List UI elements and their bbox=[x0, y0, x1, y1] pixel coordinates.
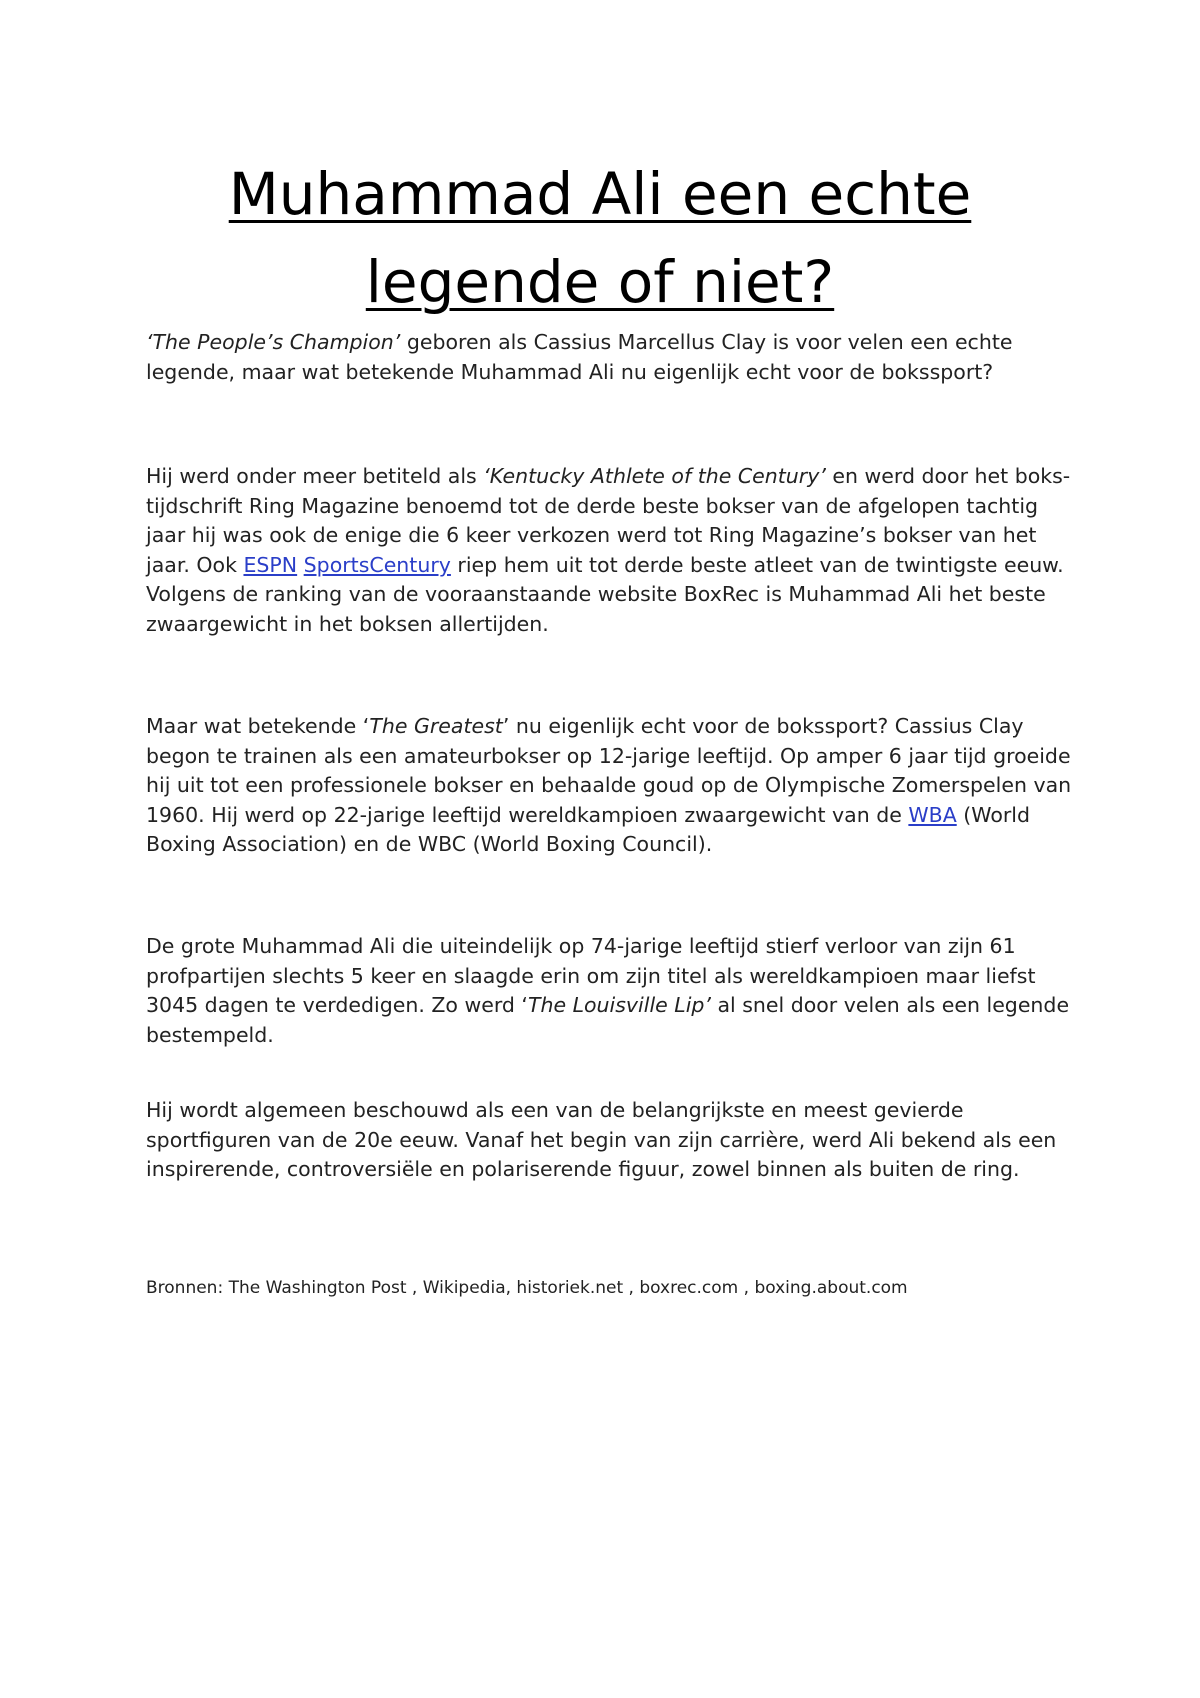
paragraph-text: en werd door het boks-tijdschrift Ring Magazine benoemd tot de derde beste bokser van de afgelopen tachtig jaar hij was ook de enige die 6 keer verkozen werd tot Ring Magazine’s bokser van het jaar. Ook bbox=[146, 464, 1071, 577]
wba-link[interactable]: WBA bbox=[908, 802, 957, 827]
paragraph-record bbox=[146, 932, 1076, 1050]
italic-nickname-peoples-champion: ‘The People’s Champion’ bbox=[146, 330, 401, 354]
espn-link[interactable]: ESPN bbox=[243, 552, 298, 577]
paragraph-titles bbox=[146, 462, 1076, 639]
italic-louisville-lip: The Louisville Lip’ bbox=[527, 993, 711, 1017]
paragraph-text: (World Boxing Association) en de WBC (World Boxing Council). bbox=[146, 802, 1030, 856]
paragraph-career bbox=[146, 712, 1076, 860]
paragraph-text: ’ nu eigenlijk echt voor de bokssport? Cassius Clay begon te trainen als een amateurbokser op 12-jarige leeftijd. Op amper 6 jaar tijd groeide hij uit tot een professionele bokser en behaalde goud op de Olympische Zomerspelen van 1960. Hij werd op 22-jarige leeftijd wereldkampioen zwaargewicht van de bbox=[146, 714, 1072, 827]
paragraph-text: De grote Muhammad Ali die uiteindelijk op 74-jarige leeftijd stierf verloor van zijn 61 profpartijen slechts 5 keer en slaagde erin om zijn titel als wereldkampioen maar liefst 3045 dagen te verdedigen. Zo werd ‘ bbox=[146, 934, 1036, 1017]
paragraph-text: geboren als Cassius Marcellus Clay is voor velen een echte legende, maar wat betekende Muhammad Ali nu eigenlijk echt voor de bokssport? bbox=[146, 330, 1013, 384]
italic-the-greatest: The Greatest bbox=[369, 714, 503, 738]
sportscentury-link[interactable]: SportsCentury bbox=[303, 552, 451, 577]
italic-kentucky-athlete: ‘Kentucky Athlete of the Century’ bbox=[483, 464, 826, 488]
paragraph-text: riep hem uit tot derde beste atleet van de twintigste eeuw. Volgens de ranking van de vooraanstaande website BoxRec is Muhammad Ali het beste zwaargewicht in het boksen allertijden. bbox=[146, 552, 1064, 636]
paragraph-text: Hij wordt algemeen beschouwd als een van de belangrijkste en meest gevierde sportfiguren van de 20e eeuw. Vanaf het begin van zijn carrière, werd Ali bekend als een inspirerende, controversiële en polariserende figuur, zowel binnen als buiten de ring. bbox=[146, 1098, 1057, 1181]
paragraph-intro bbox=[146, 328, 1076, 387]
page-title: Muhammad Ali een echte legende of niet? bbox=[228, 160, 972, 316]
paragraph-text: Maar wat betekende ‘ bbox=[146, 714, 370, 738]
paragraph-legacy bbox=[146, 1096, 1076, 1185]
paragraph-text: al snel door velen als een legende bestempeld. bbox=[146, 993, 1070, 1047]
sources-line: Bronnen: The Washington Post , Wikipedia, historiek.net , boxrec.com , boxing.about.com bbox=[146, 1278, 908, 1298]
paragraph-text: Hij werd onder meer betiteld als bbox=[146, 464, 484, 488]
